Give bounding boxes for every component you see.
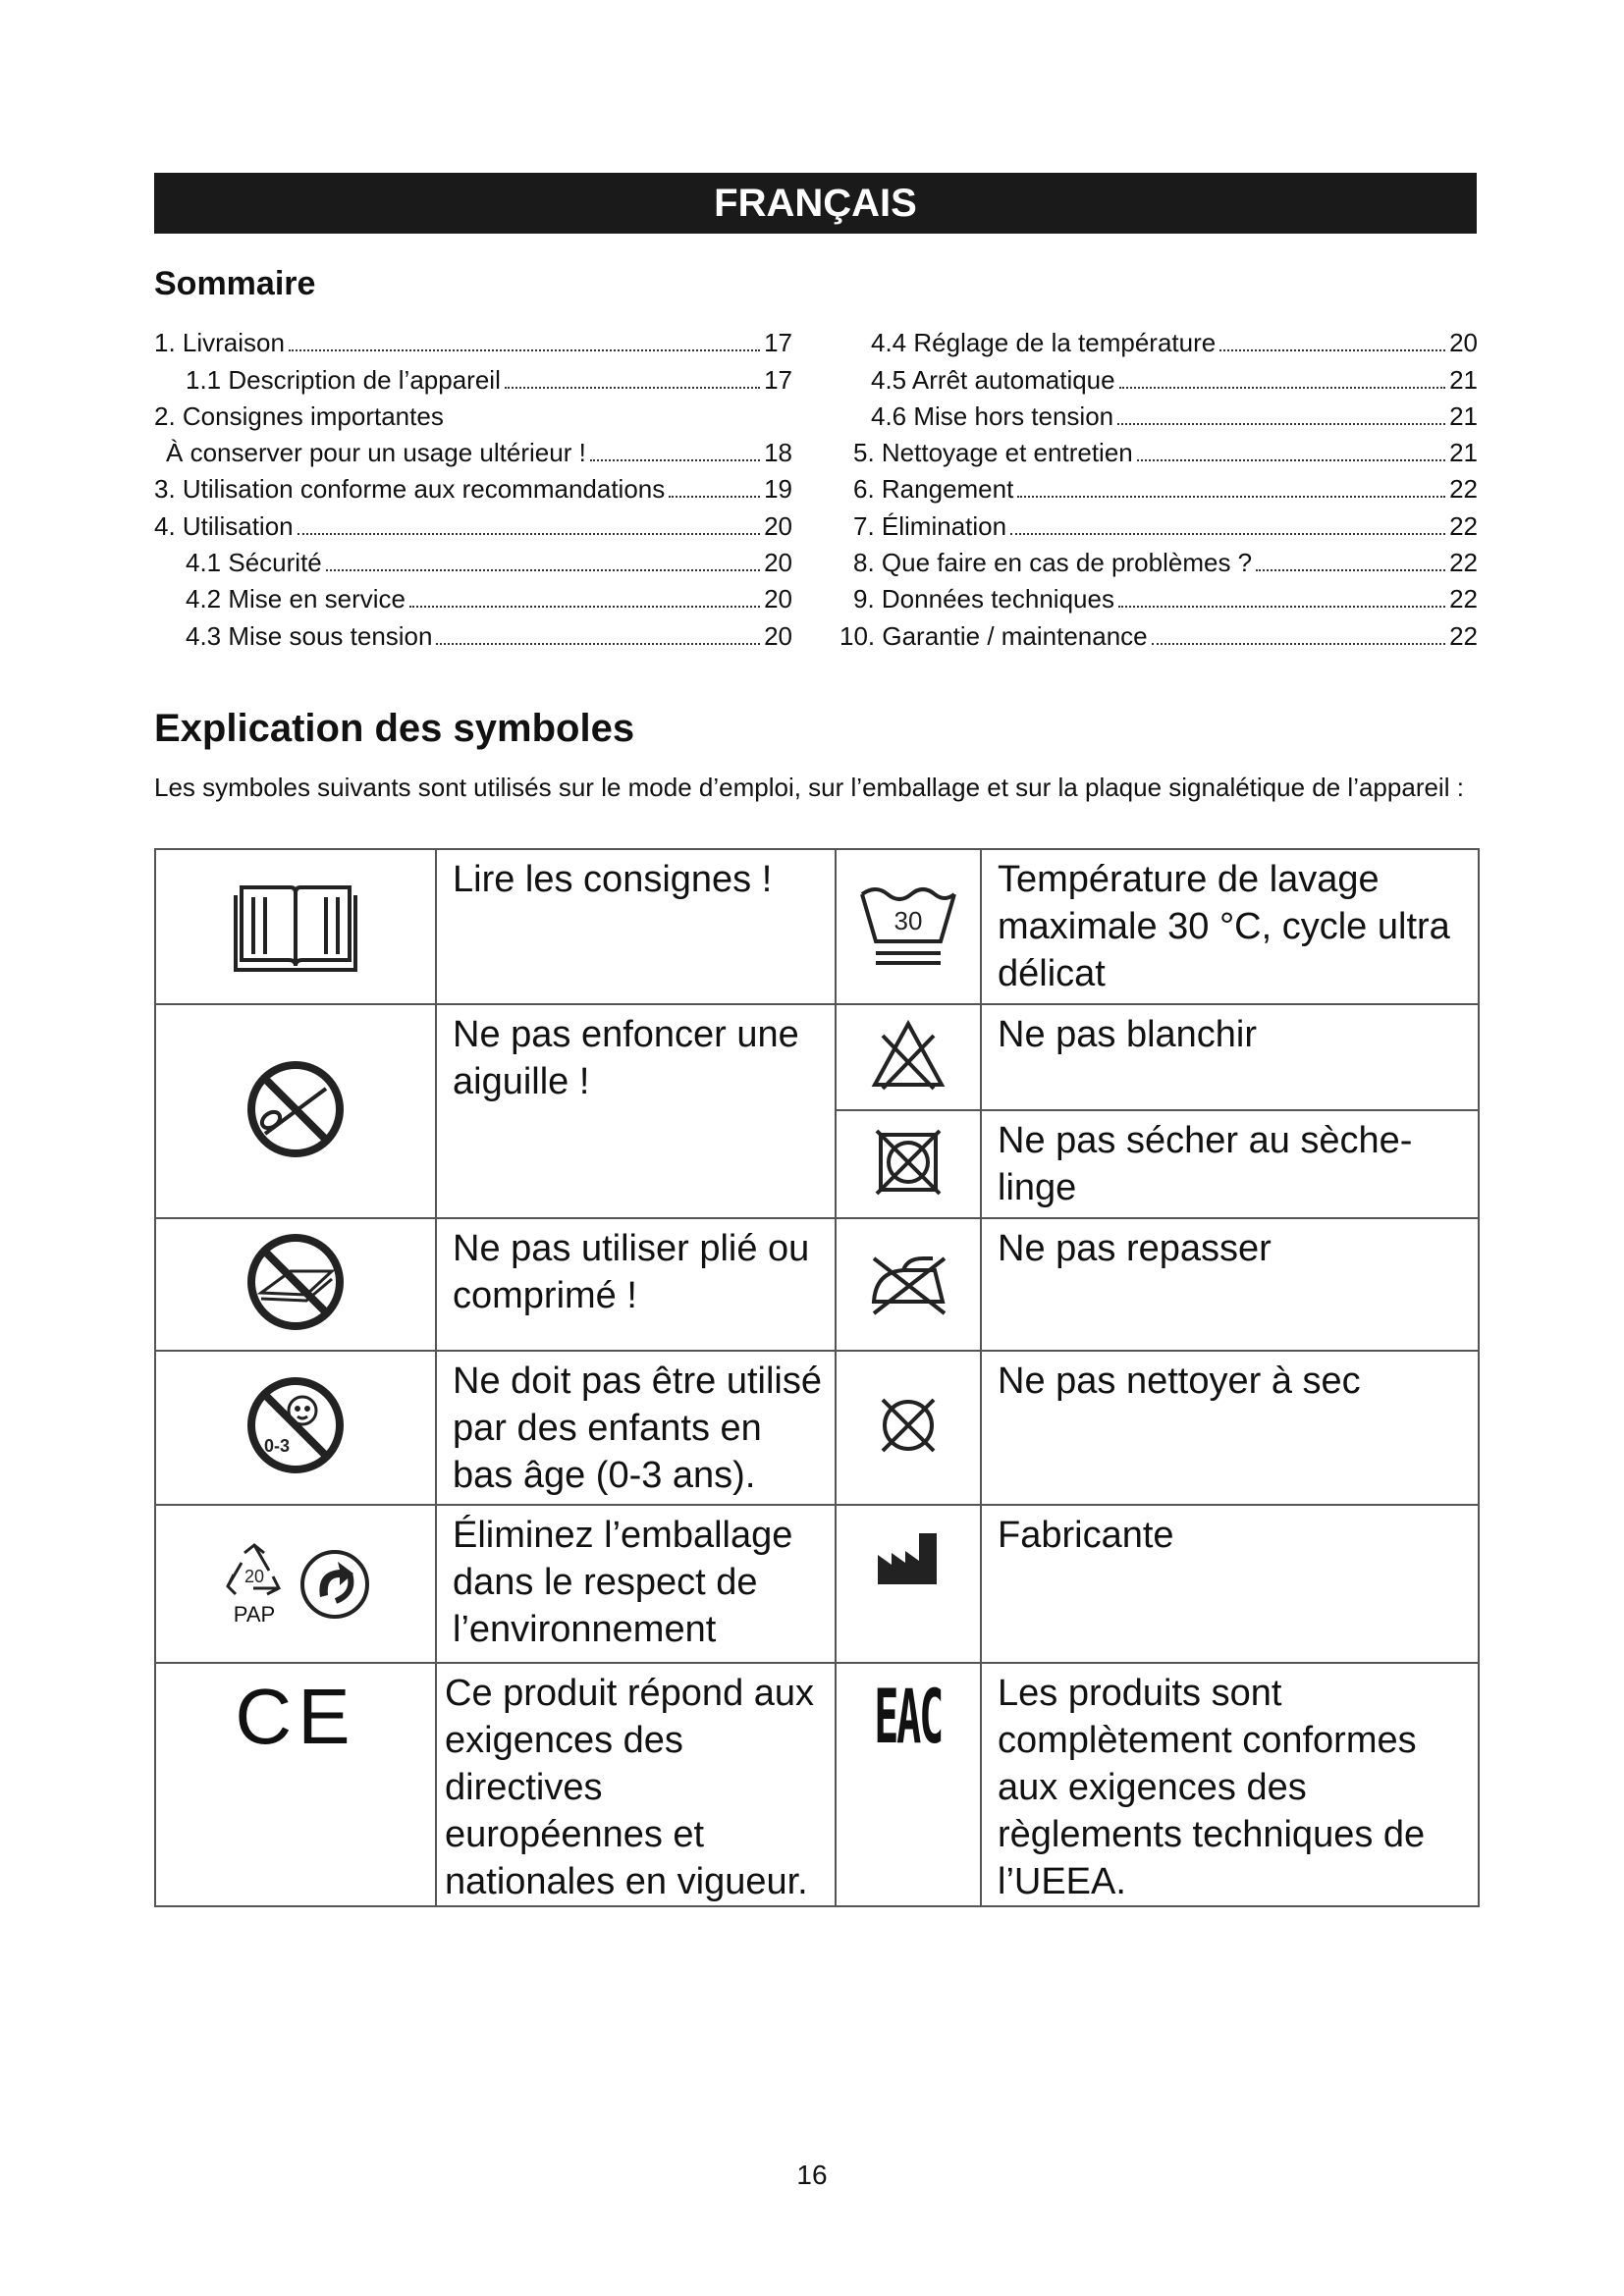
green-dot-icon [298,1548,371,1621]
toc-entry[interactable] [154,432,792,468]
toc-entry-page: 21 [1449,438,1478,468]
no-bleach-icon [869,1016,947,1095]
table-row [155,1004,1479,1110]
read-instructions-text: Lire les consignes ! [436,849,836,1004]
manufacturer-text: Fabricante [981,1505,1479,1663]
toc-entry-page: 20 [764,548,792,578]
wash-temp-text: Température de lavage maximale 30 °C, cycle ultra délicat [981,849,1479,1004]
toc-entry[interactable] [839,542,1478,578]
no-dry-clean-text: Ne pas nettoyer à sec [981,1351,1479,1505]
eac-mark-icon: EAC [874,1673,943,1760]
symbols-intro: Les symboles suivants sont utilisés sur le mode d’emploi, sur l’emballage et sur la plaque signalétique de l’appareil : [154,773,1464,802]
table-row [155,1663,1479,1906]
toc-entry[interactable] [839,322,1478,358]
toc-entry-page: 20 [1449,328,1478,358]
toc-left-column [154,322,792,652]
no-tumble-dry-icon [869,1123,947,1201]
toc-entry[interactable] [154,614,792,651]
symbols-section-title: Explication des symboles [154,707,635,750]
recycle-icon [220,1541,289,1602]
toc-entry-page: 22 [1449,620,1478,651]
toc-title: Sommaire [154,265,316,302]
toc-entry[interactable] [839,468,1478,505]
toc-entry-page: 21 [1449,364,1478,395]
symbol-cell [155,1218,436,1351]
symbol-cell [836,1351,981,1505]
toc-entry-label: 9. Données techniques [853,584,1114,614]
no-iron-text: Ne pas repasser [981,1218,1479,1351]
toc-entry-label: 2. Consignes importantes [154,400,444,431]
toc-entry[interactable] [154,468,792,505]
toc-entry-page: 22 [1449,510,1478,541]
toc-entry[interactable] [839,505,1478,541]
no-iron-icon [864,1243,952,1321]
toc-entry-label: 3. Utilisation conforme aux recommandations [154,474,666,505]
no-dry-clean-icon [869,1386,947,1465]
toc-entry-page: 17 [764,328,792,358]
toc-entry-label: À conserver pour un usage ultérieur ! [166,438,586,468]
symbols-table [154,848,1480,1907]
symbol-cell [836,1505,981,1663]
symbol-cell [836,1110,981,1218]
symbol-cell [155,849,436,1004]
svg-text:30: 30 [893,905,923,935]
table-row [155,849,1479,1004]
table-row [155,1505,1479,1663]
toc-entry-page: 17 [764,364,792,395]
wash-30-icon [854,881,962,969]
toc-entry-label: 4.6 Mise hors tension [871,400,1114,431]
recycle-text: Éliminez l’emballage dans le respect de l’environnement [436,1505,836,1663]
toc-entry-label: 10. Garantie / maintenance [839,620,1148,651]
manufacturer-icon [876,1531,941,1586]
toc-entry-label: 4.3 Mise sous tension [186,620,433,651]
toc-entry-page: 22 [1449,584,1478,614]
table-row [155,1218,1479,1351]
no-bleach-text: Ne pas blanchir [981,1004,1479,1110]
toc-entry[interactable] [839,432,1478,468]
toc-entry-page: 22 [1449,548,1478,578]
toc-entry-label: 6. Rangement [853,474,1014,505]
symbol-cell [155,1505,436,1663]
symbol-cell [836,1663,981,1906]
book-icon [232,876,359,974]
toc-entry[interactable] [154,578,792,614]
symbol-cell [836,849,981,1004]
toc-entry[interactable] [839,358,1478,395]
toc-entry[interactable] [154,358,792,395]
svg-text:0-3: 0-3 [263,1436,291,1456]
toc-entry[interactable] [839,614,1478,651]
toc-entry-page: 18 [764,438,792,468]
symbol-cell [155,1663,436,1906]
ce-text: Ce produit répond aux exigences des directives européennes et nationales en vigueur. [436,1663,836,1906]
toc-entry[interactable] [154,542,792,578]
recycle-material-label: PAP [233,1601,276,1627]
svg-text:20: 20 [244,1566,265,1586]
toc-entry-label: 4.5 Arrêt automatique [871,364,1115,395]
toc-entry-label: 4. Utilisation [154,510,294,541]
no-children-text: Ne doit pas être utilisé par des enfants en bas âge (0-3 ans). [436,1351,836,1505]
toc-entry-page: 20 [764,620,792,651]
toc-right-column [839,322,1478,652]
toc-entry[interactable] [154,396,792,432]
toc-entry[interactable] [839,396,1478,432]
page-number: 16 [796,2160,828,2190]
symbol-cell [155,1004,436,1218]
no-needle-icon [242,1055,350,1163]
toc-entry-page: 22 [1449,474,1478,505]
toc-entry-label: 7. Élimination [853,510,1007,541]
toc-entry-label: 1.1 Description de l’appareil [186,364,501,395]
symbol-cell [836,1218,981,1351]
no-children-icon [242,1371,350,1479]
toc-entry[interactable] [839,578,1478,614]
toc-entry-label: 5. Nettoyage et entretien [853,438,1133,468]
toc-entry-page: 20 [764,510,792,541]
ce-mark-icon: CE [235,1673,356,1760]
toc-entry-label: 4.2 Mise en service [186,584,406,614]
no-folded-text: Ne pas utiliser plié ou comprimé ! [436,1218,836,1351]
table-row [155,1351,1479,1505]
toc-entry-label: 1. Livraison [154,328,285,358]
toc-entry-page: 19 [764,474,792,505]
toc-entry-label: 4.1 Sécurité [186,548,322,578]
eac-text: Les produits sont complètement conformes aux exigences des règlements techniques de l’UEEA. [981,1663,1479,1906]
no-folded-icon [242,1228,350,1336]
toc-entry[interactable] [154,322,792,358]
toc-entry-page: 20 [764,584,792,614]
toc-entry-label: 4.4 Réglage de la température [871,328,1217,358]
language-banner: FRANÇAIS [154,173,1477,234]
toc-entry[interactable] [154,505,792,541]
toc-entry-page: 21 [1449,400,1478,431]
no-needle-text: Ne pas enfoncer une aiguille ! [436,1004,836,1218]
toc-entry-label: 8. Que faire en cas de problèmes ? [853,548,1253,578]
no-tumble-dry-text: Ne pas sécher au sèche-linge [981,1110,1479,1218]
symbol-cell [836,1004,981,1110]
symbol-cell [155,1351,436,1505]
